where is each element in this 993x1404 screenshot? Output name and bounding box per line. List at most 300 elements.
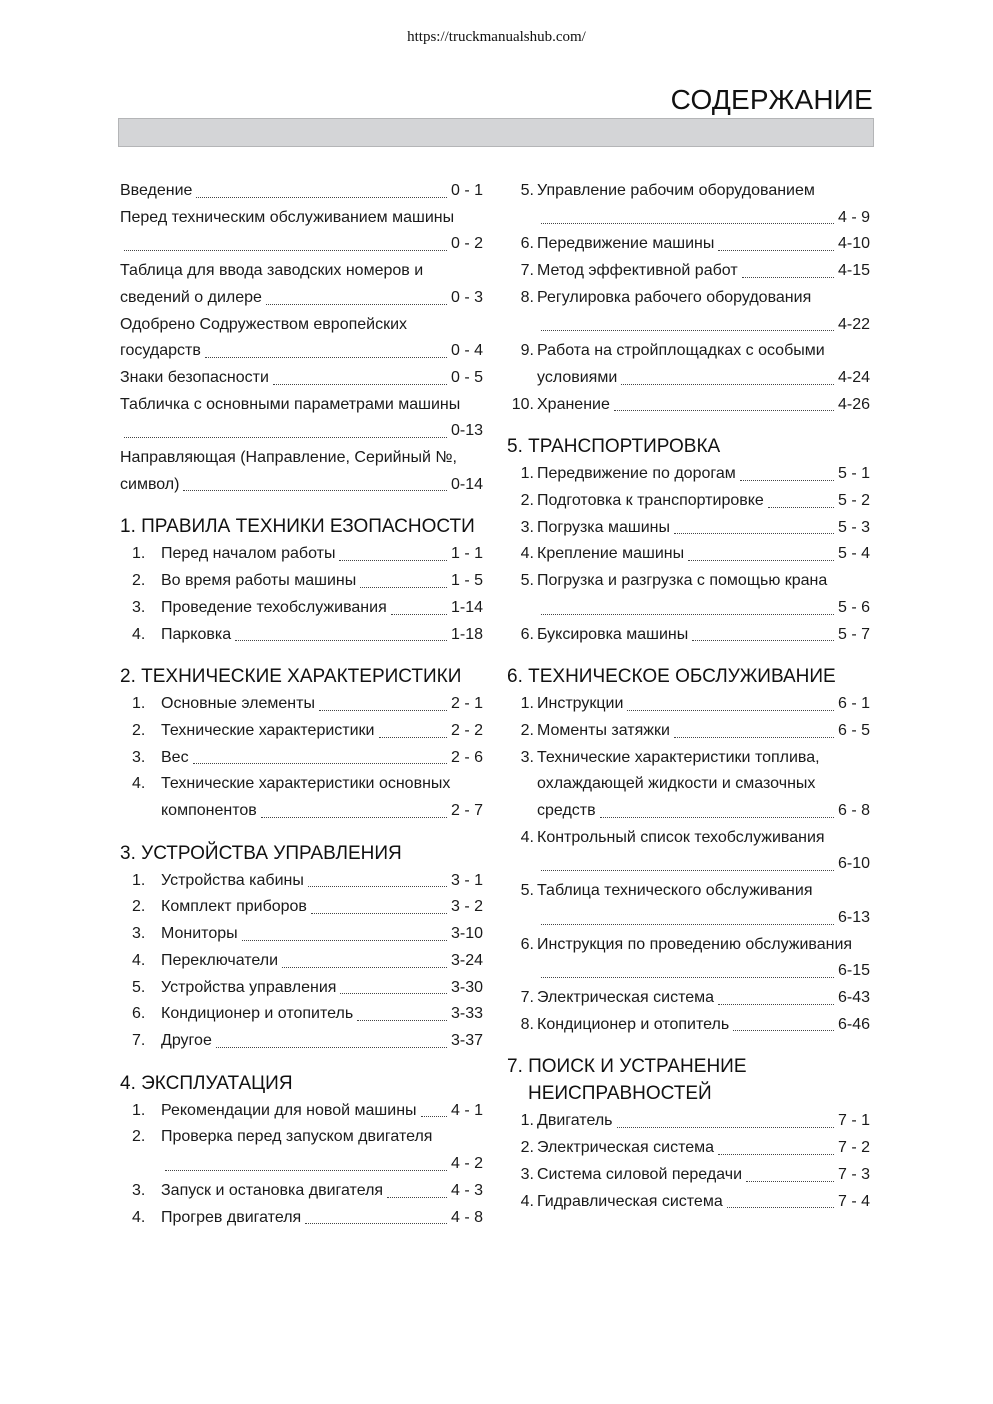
toc-entry xyxy=(507,1108,870,1135)
toc-entry xyxy=(120,745,483,772)
page-number: 2 - 2 xyxy=(450,721,483,739)
entry-leader-row xyxy=(161,1151,483,1178)
toc-entry xyxy=(120,1205,483,1232)
entry-title: Основные элементы xyxy=(161,695,315,713)
entry-leader-row xyxy=(120,338,483,365)
dot-leader xyxy=(183,490,447,491)
page-number: 6-10 xyxy=(837,855,870,873)
dot-leader xyxy=(305,1223,447,1224)
dot-leader xyxy=(261,817,447,818)
page-number: 7 - 1 xyxy=(837,1112,870,1130)
entry-leader-row xyxy=(537,312,870,339)
entry-number: 8. xyxy=(520,288,534,306)
entry-text-line: Регулировка рабочего оборудования xyxy=(537,288,812,306)
entry-title: Рекомендации для новой машины xyxy=(161,1101,417,1119)
entry-number: 1. xyxy=(520,465,534,483)
page-number: 0-14 xyxy=(450,475,483,493)
section-title-continued: НЕИСПРАВНОСТЕЙ xyxy=(528,1083,712,1105)
page-number: 4 - 3 xyxy=(450,1181,483,1199)
entry-leader-row xyxy=(161,1028,483,1055)
toc-section xyxy=(120,664,483,825)
toc-entry xyxy=(507,985,870,1012)
dot-leader xyxy=(360,587,447,588)
entry-leader-row xyxy=(161,745,483,772)
entry-number: 1. xyxy=(132,545,146,563)
entry-leader-row xyxy=(537,595,870,622)
entry-title: Перед началом работы xyxy=(161,545,336,563)
dot-leader xyxy=(319,710,447,711)
entry-number: 5. xyxy=(520,572,534,590)
dot-leader xyxy=(308,886,447,887)
entry-text-line: Табличка с основными параметрами машины xyxy=(120,395,461,413)
entry-title: Вес xyxy=(161,748,189,766)
dot-leader xyxy=(674,737,834,738)
entry-title: символ) xyxy=(120,475,180,493)
section-title: 5. ТРАНСПОРТИРОВКА xyxy=(507,436,721,458)
page-number: 2 - 6 xyxy=(450,748,483,766)
page-number: 3-33 xyxy=(450,1005,483,1023)
dot-leader xyxy=(746,1181,834,1182)
page-number: 5 - 2 xyxy=(837,492,870,510)
source-url: https://truckmanualshub.com/ xyxy=(407,29,586,45)
toc-section xyxy=(507,178,870,418)
entry-title: Другое xyxy=(161,1031,212,1049)
title-divider-bar xyxy=(118,118,874,147)
entry-title: Устройства управления xyxy=(161,978,337,996)
page-number: 6 - 8 xyxy=(837,802,870,820)
entry-leader-row xyxy=(537,985,870,1012)
entry-title: Парковка xyxy=(161,625,232,643)
dot-leader xyxy=(541,223,834,224)
dot-leader xyxy=(124,250,447,251)
entry-leader-row xyxy=(537,1135,870,1162)
toc-entry xyxy=(120,622,483,649)
entry-number: 6. xyxy=(520,235,534,253)
entry-text-line: Направляющая (Направление, Серийный №, xyxy=(120,449,457,467)
toc-entry xyxy=(120,392,483,445)
page-number: 2 - 7 xyxy=(450,802,483,820)
dot-leader xyxy=(541,330,834,331)
toc-section xyxy=(507,434,870,648)
dot-leader xyxy=(614,410,834,411)
toc-right-column xyxy=(507,178,870,1231)
entry-text-line: Технические характеристики основных xyxy=(161,775,451,793)
dot-leader xyxy=(692,640,834,641)
toc-entry xyxy=(120,178,483,205)
entry-leader-row xyxy=(537,1108,870,1135)
entry-leader-row xyxy=(537,231,870,258)
page-number: 7 - 3 xyxy=(837,1165,870,1183)
section-title: 6. ТЕХНИЧЕСКОЕ ОБСЛУЖИВАНИЕ xyxy=(507,666,836,688)
entry-text-line: Технические характеристики топлива, xyxy=(537,748,820,766)
section-title: 1. ПРАВИЛА ТЕХНИКИ ЕЗОПАСНОСТИ xyxy=(120,516,475,538)
toc-entry xyxy=(120,365,483,392)
toc-entry xyxy=(507,488,870,515)
page-number: 1 - 1 xyxy=(450,545,483,563)
entry-leader-row xyxy=(537,851,870,878)
toc-entry xyxy=(507,515,870,542)
toc-entry xyxy=(507,461,870,488)
entry-number: 2. xyxy=(132,572,146,590)
entry-text-line: Погрузка и разгрузка с помощью крана xyxy=(537,572,828,590)
dot-leader xyxy=(273,384,447,385)
entry-text-line: Проверка перед запуском двигателя xyxy=(161,1128,433,1146)
entry-leader-row xyxy=(537,905,870,932)
toc-entry xyxy=(120,691,483,718)
toc-entry xyxy=(507,622,870,649)
entry-number: 4. xyxy=(520,545,534,563)
page-number: 4 - 1 xyxy=(450,1101,483,1119)
entry-number: 2. xyxy=(520,492,534,510)
dot-leader xyxy=(216,1047,447,1048)
page-number: 5 - 7 xyxy=(837,625,870,643)
dot-leader xyxy=(688,560,834,561)
entry-number: 8. xyxy=(520,1015,534,1033)
entry-text-line: Перед техническим обслуживанием машины xyxy=(120,208,455,226)
entry-leader-row xyxy=(161,718,483,745)
toc-entry xyxy=(507,285,870,338)
entry-leader-row xyxy=(120,231,483,258)
entry-leader-row xyxy=(161,1178,483,1205)
page-number: 6-46 xyxy=(837,1015,870,1033)
entry-title: Во время работы машины xyxy=(161,572,357,590)
entry-leader-row xyxy=(537,515,870,542)
toc-entry xyxy=(120,595,483,622)
dot-leader xyxy=(242,940,447,941)
dot-leader xyxy=(421,1116,447,1117)
entry-number: 7. xyxy=(520,262,534,280)
entry-text-line: Таблица технического обслуживания xyxy=(537,882,813,900)
dot-leader xyxy=(733,1030,834,1031)
page-number: 4 - 2 xyxy=(450,1155,483,1173)
page-number: 6-43 xyxy=(837,988,870,1006)
dot-leader xyxy=(357,1020,447,1021)
page-number: 4-26 xyxy=(837,395,870,413)
entry-title: Устройства кабины xyxy=(161,871,304,889)
entry-text-line: Контрольный список техобслуживания xyxy=(537,828,825,846)
page-number: 1-14 xyxy=(450,598,483,616)
page-number: 5 - 3 xyxy=(837,518,870,536)
page-number: 0-13 xyxy=(450,422,483,440)
entry-title: Крепление машины xyxy=(537,545,685,563)
entry-title: Подготовка к транспортировке xyxy=(537,492,764,510)
entry-title: Инструкции xyxy=(537,695,624,713)
page-number: 0 - 4 xyxy=(450,342,483,360)
page-number: 4-10 xyxy=(837,235,870,253)
entry-title: Двигатель xyxy=(537,1112,613,1130)
section-title: 3. УСТРОЙСТВА УПРАВЛЕНИЯ xyxy=(120,842,402,864)
toc-entry xyxy=(120,718,483,745)
page-number: 3-10 xyxy=(450,925,483,943)
dot-leader xyxy=(266,304,447,305)
entry-title: Электрическая система xyxy=(537,988,715,1006)
entry-title: Буксировка машины xyxy=(537,625,689,643)
toc-entry xyxy=(507,338,870,391)
toc-entry xyxy=(120,894,483,921)
entry-number: 3. xyxy=(132,748,146,766)
entry-number: 7. xyxy=(520,988,534,1006)
entry-number: 6. xyxy=(132,1005,146,1023)
page-number: 1-18 xyxy=(450,625,483,643)
page-number: 1 - 5 xyxy=(450,572,483,590)
entry-leader-row xyxy=(537,461,870,488)
toc-entry xyxy=(120,1178,483,1205)
toc-entry xyxy=(507,1189,870,1216)
dot-leader xyxy=(541,614,834,615)
toc-section xyxy=(507,664,870,1038)
dot-leader xyxy=(124,437,447,438)
entry-leader-row xyxy=(161,975,483,1002)
entry-number: 5. xyxy=(520,182,534,199)
entry-title: Переключатели xyxy=(161,951,279,969)
toc-entry xyxy=(507,178,870,231)
toc-entry xyxy=(507,1135,870,1162)
page-number: 4-22 xyxy=(837,315,870,333)
dot-leader xyxy=(196,197,447,198)
page-number: 3-24 xyxy=(450,951,483,969)
toc-entry xyxy=(120,541,483,568)
entry-leader-row xyxy=(537,1162,870,1189)
entry-text-line: Управление рабочим оборудованием xyxy=(537,182,815,199)
toc-entry xyxy=(120,868,483,895)
entry-leader-row xyxy=(161,921,483,948)
page-number: 3 - 2 xyxy=(450,898,483,916)
entry-leader-row xyxy=(537,958,870,985)
toc-entry xyxy=(120,312,483,365)
entry-title: Мониторы xyxy=(161,925,238,943)
toc-section xyxy=(507,1054,870,1215)
toc-entry xyxy=(507,691,870,718)
toc-entry xyxy=(507,745,870,825)
entry-number: 1. xyxy=(132,1101,146,1119)
dot-leader xyxy=(379,737,447,738)
entry-title: Электрическая система xyxy=(537,1139,715,1157)
entry-number: 2. xyxy=(132,1128,146,1146)
section-title: 4. ЭКСПЛУАТАЦИЯ xyxy=(120,1072,293,1094)
toc-section xyxy=(120,178,483,498)
entry-leader-row xyxy=(161,894,483,921)
dot-leader xyxy=(718,1154,834,1155)
dot-leader xyxy=(282,967,447,968)
toc-entry xyxy=(120,948,483,975)
dot-leader xyxy=(541,924,834,925)
entry-title: Моменты затяжки xyxy=(537,721,670,739)
entry-leader-row xyxy=(161,798,483,825)
toc-entry xyxy=(507,1012,870,1039)
toc-entry xyxy=(507,392,870,419)
entry-leader-row xyxy=(161,1098,483,1125)
entry-number: 2. xyxy=(132,898,146,916)
toc-entry xyxy=(120,1028,483,1055)
dot-leader xyxy=(727,1207,834,1208)
dot-leader xyxy=(541,870,834,871)
entry-number: 2. xyxy=(520,1139,534,1157)
entry-title: условиями xyxy=(537,368,618,386)
toc-entry xyxy=(507,541,870,568)
entry-number: 4. xyxy=(132,625,146,643)
toc-entry xyxy=(120,205,483,258)
dot-leader xyxy=(235,640,447,641)
entry-leader-row xyxy=(120,285,483,312)
entry-title: сведений о дилере xyxy=(120,288,262,306)
entry-text-line: Одобрено Содружеством европейских xyxy=(120,315,408,333)
page-number: 7 - 2 xyxy=(837,1139,870,1157)
entry-leader-row xyxy=(161,595,483,622)
toc-entry xyxy=(507,1162,870,1189)
entry-title: Технические характеристики xyxy=(161,721,375,739)
toc-entry xyxy=(507,825,870,878)
page-number: 0 - 5 xyxy=(450,368,483,386)
page-number: 4-15 xyxy=(837,262,870,280)
page-number: 0 - 2 xyxy=(450,235,483,253)
entry-leader-row xyxy=(120,418,483,445)
page-number: 2 - 1 xyxy=(450,695,483,713)
entry-title: Знаки безопасности xyxy=(120,368,269,386)
toc-entry xyxy=(120,771,483,824)
dot-leader xyxy=(541,977,834,978)
entry-leader-row xyxy=(537,488,870,515)
page-number: 3-37 xyxy=(450,1031,483,1049)
entry-leader-row xyxy=(537,798,870,825)
entry-leader-row xyxy=(537,541,870,568)
entry-number: 2. xyxy=(132,721,146,739)
entry-number: 1. xyxy=(520,695,534,713)
entry-leader-row xyxy=(537,258,870,285)
dot-leader xyxy=(311,913,447,914)
toc-section xyxy=(120,841,483,1055)
toc-left-column xyxy=(120,178,483,1247)
toc-entry xyxy=(507,878,870,931)
entry-title: Проведение техобслуживания xyxy=(161,598,387,616)
page-title: СОДЕРЖАНИЕ xyxy=(670,84,873,115)
dot-leader xyxy=(768,507,834,508)
entry-title: Хранение xyxy=(537,395,610,413)
entry-title: Прогрев двигателя xyxy=(161,1208,302,1226)
dot-leader xyxy=(165,1170,447,1171)
entry-leader-row xyxy=(537,1012,870,1039)
entry-title: Система силовой передачи xyxy=(537,1165,742,1183)
section-title: 2. ТЕХНИЧЕСКИЕ ХАРАКТЕРИСТИКИ xyxy=(120,666,462,688)
dot-leader xyxy=(391,614,447,615)
entry-leader-row xyxy=(537,691,870,718)
entry-leader-row xyxy=(537,622,870,649)
page-number: 0 - 3 xyxy=(450,288,483,306)
entry-number: 4. xyxy=(132,951,146,969)
toc-entry xyxy=(120,921,483,948)
entry-title: государств xyxy=(120,342,201,360)
dot-leader xyxy=(600,817,834,818)
entry-title: средств xyxy=(537,802,596,820)
toc-entry xyxy=(507,231,870,258)
entry-number: 2. xyxy=(520,721,534,739)
toc-entry xyxy=(120,1001,483,1028)
dot-leader xyxy=(621,384,834,385)
entry-title: компонентов xyxy=(161,802,257,820)
entry-title: Погрузка машины xyxy=(537,518,670,536)
entry-leader-row xyxy=(161,1205,483,1232)
dot-leader xyxy=(740,480,834,481)
dot-leader xyxy=(718,250,834,251)
toc-entry xyxy=(120,975,483,1002)
entry-number: 9. xyxy=(520,342,534,360)
dot-leader xyxy=(387,1197,447,1198)
toc-entry xyxy=(507,718,870,745)
entry-number: 3. xyxy=(520,748,534,766)
page-number: 3-30 xyxy=(450,978,483,996)
dot-leader xyxy=(674,533,834,534)
entry-number: 1. xyxy=(132,695,146,713)
entry-number: 3. xyxy=(132,1181,146,1199)
entry-number: 6. xyxy=(520,935,534,953)
entry-leader-row xyxy=(161,1001,483,1028)
entry-number: 1. xyxy=(132,871,146,889)
dot-leader xyxy=(718,1004,834,1005)
toc-entry xyxy=(120,1098,483,1125)
dot-leader xyxy=(617,1127,834,1128)
entry-number: 1. xyxy=(520,1112,534,1130)
entry-leader-row xyxy=(120,472,483,499)
entry-title: Гидравлическая система xyxy=(537,1192,723,1210)
dot-leader xyxy=(340,993,447,994)
entry-text-line: Инструкция по проведению обслуживания xyxy=(537,935,853,953)
entry-title: Введение xyxy=(120,182,193,199)
page-number: 6 - 5 xyxy=(837,721,870,739)
toc-entry xyxy=(120,258,483,311)
entry-number: 5. xyxy=(520,882,534,900)
entry-number: 4. xyxy=(520,1192,534,1210)
entry-leader-row xyxy=(537,718,870,745)
entry-leader-row xyxy=(161,948,483,975)
entry-title: Запуск и остановка двигателя xyxy=(161,1181,384,1199)
entry-leader-row xyxy=(537,205,870,232)
page-number: 6 - 1 xyxy=(837,695,870,713)
dot-leader xyxy=(339,560,447,561)
entry-leader-row xyxy=(537,392,870,419)
toc-entry xyxy=(507,932,870,985)
entry-number: 3. xyxy=(132,598,146,616)
toc-entry xyxy=(120,445,483,498)
entry-number: 7. xyxy=(132,1031,146,1049)
page-number: 4 - 9 xyxy=(837,208,870,226)
entry-number: 4. xyxy=(520,828,534,846)
page-number: 5 - 4 xyxy=(837,545,870,563)
page-number: 5 - 6 xyxy=(837,598,870,616)
entry-number: 3. xyxy=(132,925,146,943)
entry-text-line: Работа на стройплощадках с особыми xyxy=(537,342,825,360)
entry-number: 5. xyxy=(132,978,146,996)
page-number: 3 - 1 xyxy=(450,871,483,889)
entry-title: Кондиционер и отопитель xyxy=(537,1015,730,1033)
page-number: 5 - 1 xyxy=(837,465,870,483)
toc-entry xyxy=(507,258,870,285)
page-number: 6-15 xyxy=(837,962,870,980)
page-number: 0 - 1 xyxy=(450,182,483,199)
entry-leader-row xyxy=(161,691,483,718)
entry-leader-row xyxy=(161,622,483,649)
dot-leader xyxy=(193,763,447,764)
section-title: 7. ПОИСК И УСТРАНЕНИЕ xyxy=(507,1056,747,1078)
entry-leader-row xyxy=(161,568,483,595)
entry-number: 10. xyxy=(511,395,534,413)
entry-leader-row xyxy=(537,1189,870,1216)
toc-entry xyxy=(507,568,870,621)
entry-title: Метод эффективной работ xyxy=(537,262,738,280)
page-number: 6-13 xyxy=(837,908,870,926)
page-number: 4-24 xyxy=(837,368,870,386)
entry-number: 4. xyxy=(132,775,146,793)
entry-number: 3. xyxy=(520,518,534,536)
entry-title: Передвижение по дорогам xyxy=(537,465,736,483)
